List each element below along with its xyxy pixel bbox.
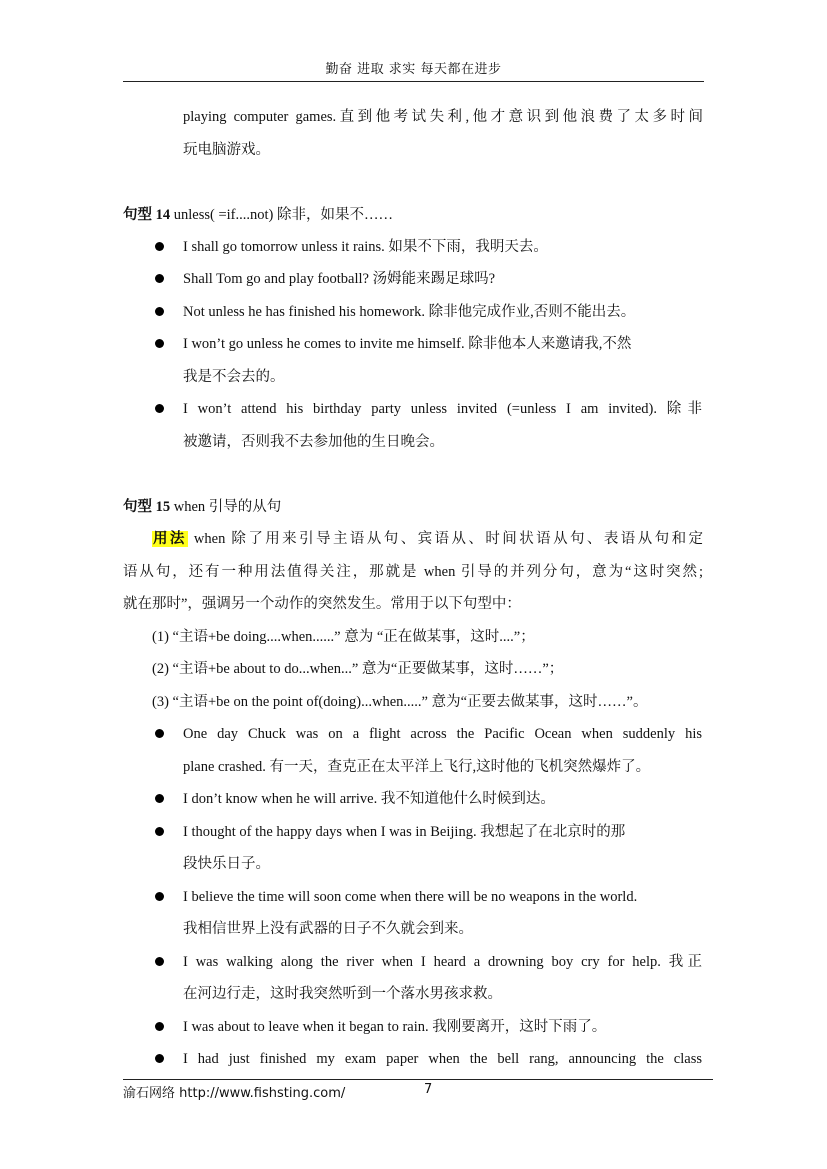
page-number: 7 bbox=[424, 1082, 433, 1097]
s14-bullet-1: I shall go tomorrow unless it rains. 如果不下雨，我明天去。 bbox=[183, 239, 548, 255]
s15-pattern-1: (1) “主语+be doing....when......” 意为 “正在做某事，这时....”； bbox=[152, 629, 535, 645]
bullet-icon bbox=[155, 339, 164, 348]
footer-divider bbox=[123, 1079, 713, 1080]
s15-bullet-1-line-2: plane crashed. 有一天，查克正在太平洋上飞行,这时他的飞机突然爆炸了。 bbox=[183, 759, 651, 775]
section-15-label: 句型 15 bbox=[123, 499, 171, 515]
bullet-icon bbox=[155, 404, 164, 413]
s14-bullet-3: Not unless he has finished his homework. 除非他完成作业,否则不能出去。 bbox=[183, 304, 636, 320]
bullet-icon bbox=[155, 1022, 164, 1031]
s15-bullet-3-line-1: I thought of the happy days when I was in Beijing. 我想起了在北京时的那 bbox=[183, 824, 626, 840]
s15-bullet-7-line-1: I had just finished my exam paper when the bell rang, announcing the class bbox=[183, 1051, 702, 1067]
s14-bullet-5-line-1: I won’t attend his birthday party unless invited (=unless I am invited). 除非 bbox=[183, 401, 702, 417]
s15-bullet-4-line-1: I believe the time will soon come when there will be no weapons in the world. bbox=[183, 889, 638, 905]
s15-bullet-4-line-2: 我相信世界上没有武器的日子不久就会到来。 bbox=[183, 921, 473, 937]
s15-bullet-5-line-2: 在河边行走，这时我突然听到一个落水男孩求救。 bbox=[183, 986, 502, 1002]
s15-bullet-5-line-1: I was walking along the river when I heard a drowning boy cry for help. 我正 bbox=[183, 954, 702, 970]
usage-highlight: 用法 bbox=[153, 531, 187, 547]
s15-para-line-2: 语从句，还有一种用法值得关注，那就是 when 引导的并列分句，意为“这时突然; bbox=[123, 564, 703, 580]
bullet-icon bbox=[155, 892, 164, 901]
s15-pattern-3: (3) “主语+be on the point of(doing)...when.....” 意为“正要去做某事，这时……”。 bbox=[152, 694, 648, 710]
bullet-icon bbox=[155, 1054, 164, 1063]
s15-para-line-1 bbox=[152, 529, 703, 549]
s15-bullet-6: I was about to leave when it began to rain. 我刚要离开，这时下雨了。 bbox=[183, 1019, 607, 1035]
bullet-icon bbox=[155, 729, 164, 738]
header-divider bbox=[123, 81, 704, 82]
footer-site: 渝石网络 http://www.fishsting.com/ bbox=[123, 1086, 346, 1101]
bullet-icon bbox=[155, 307, 164, 316]
s15-pattern-2: (2) “主语+be about to do...when...” 意为“正要做某事，这时……”； bbox=[152, 661, 564, 677]
bullet-icon bbox=[155, 242, 164, 251]
s15-bullet-3-line-2: 段快乐日子。 bbox=[183, 856, 270, 872]
section-14-title: unless( =if....not) 除非，如果不…… bbox=[170, 207, 393, 223]
section-15-title: when 引导的从句 bbox=[170, 499, 282, 515]
section-15-heading bbox=[123, 497, 281, 517]
s14-bullet-4-line-1: I won’t go unless he comes to invite me himself. 除非他本人来邀请我,不然 bbox=[183, 336, 632, 352]
intro-line-1: playing computer games.直到他考试失利,他才意识到他浪费了太多时间 bbox=[183, 109, 703, 125]
bullet-icon bbox=[155, 274, 164, 283]
s14-bullet-5-line-2: 被邀请，否则我不去参加他的生日晚会。 bbox=[183, 434, 444, 450]
bullet-icon bbox=[155, 957, 164, 966]
s15-para-line-1-text: when 除了用来引导主语从句、宾语从、时间状语从句、表语从句和定 bbox=[187, 531, 704, 547]
s15-para-line-3: 就在那时”，强调另一个动作的突然发生。常用于以下句型中： bbox=[123, 596, 521, 612]
section-14-heading bbox=[123, 205, 393, 225]
s15-bullet-2: I don’t know when he will arrive. 我不知道他什么时候到达。 bbox=[183, 791, 555, 807]
bullet-icon bbox=[155, 794, 164, 803]
s14-bullet-4-line-2: 我是不会去的。 bbox=[183, 369, 285, 385]
intro-line-2: 玩电脑游戏。 bbox=[183, 142, 270, 158]
section-14-label: 句型 14 bbox=[123, 207, 171, 223]
bullet-icon bbox=[155, 827, 164, 836]
page-header: 勤奋 进取 求实 每天都在进步 bbox=[325, 62, 502, 77]
s15-bullet-1-line-1: One day Chuck was on a flight across the Pacific Ocean when suddenly his bbox=[183, 726, 702, 742]
s14-bullet-2: Shall Tom go and play football? 汤姆能来踢足球吗? bbox=[183, 271, 496, 287]
